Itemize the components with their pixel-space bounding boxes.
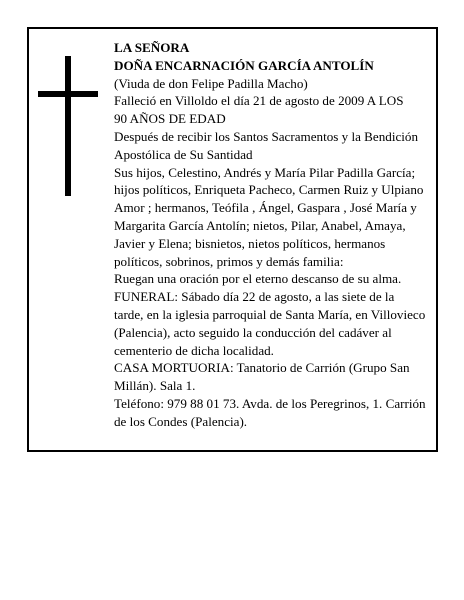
obituary-text — [114, 39, 426, 431]
family-paragraph: Sus hijos, Celestino, Andrés y María Pilar Padilla García; hijos políticos, Enriqueta Pacheco, Carmen Ruiz y Ulpiano Amor ; hermanos, Teófila , Ángel, Gaspara , José María y Margarita García Antolín; nietos, Pilar, Anabel, Amaya, Javier y Elena; bisnietos, nietos políticos, hermanos políticos, sobrinos, primos y demás familia: — [114, 164, 424, 269]
funeral-paragraph: FUNERAL: Sábado día 22 de agosto, a las siete de la tarde, en la iglesia parroquial de Santa María, en Villovieco (Palencia), acto seguido la conducción del cadáver al cementerio de dicha localidad. — [114, 289, 426, 358]
notice-title: LA SEÑORA — [114, 40, 190, 55]
cross-vertical-bar — [65, 56, 71, 196]
death-line-2: 90 AÑOS DE EDAD — [114, 111, 226, 127]
contact-paragraph: Teléfono: 979 88 01 73. Avda. de los Peregrinos, 1. Carrión de los Condes (Palencia). — [114, 395, 426, 429]
cross-icon — [38, 56, 98, 196]
cross-horizontal-bar — [38, 91, 98, 97]
widow-of-line: (Viuda de don Felipe Padilla Macho) — [114, 75, 308, 91]
deceased-name: DOÑA ENCARNACIÓN GARCÍA ANTOLÍN — [114, 57, 374, 73]
sacraments-paragraph: Después de recibir los Santos Sacramentos y la Bendición Apostólica de Su Santidad — [114, 128, 418, 162]
mortuary-paragraph: CASA MORTUORIA: Tanatorio de Carrión (Grupo San Millán). Sala 1. — [114, 360, 410, 394]
death-line-1: Falleció en Villoldo el día 21 de agosto de 2009 A LOS — [114, 93, 404, 109]
prayer-paragraph: Ruegan una oración por el eterno descanso de su alma. — [114, 271, 402, 287]
